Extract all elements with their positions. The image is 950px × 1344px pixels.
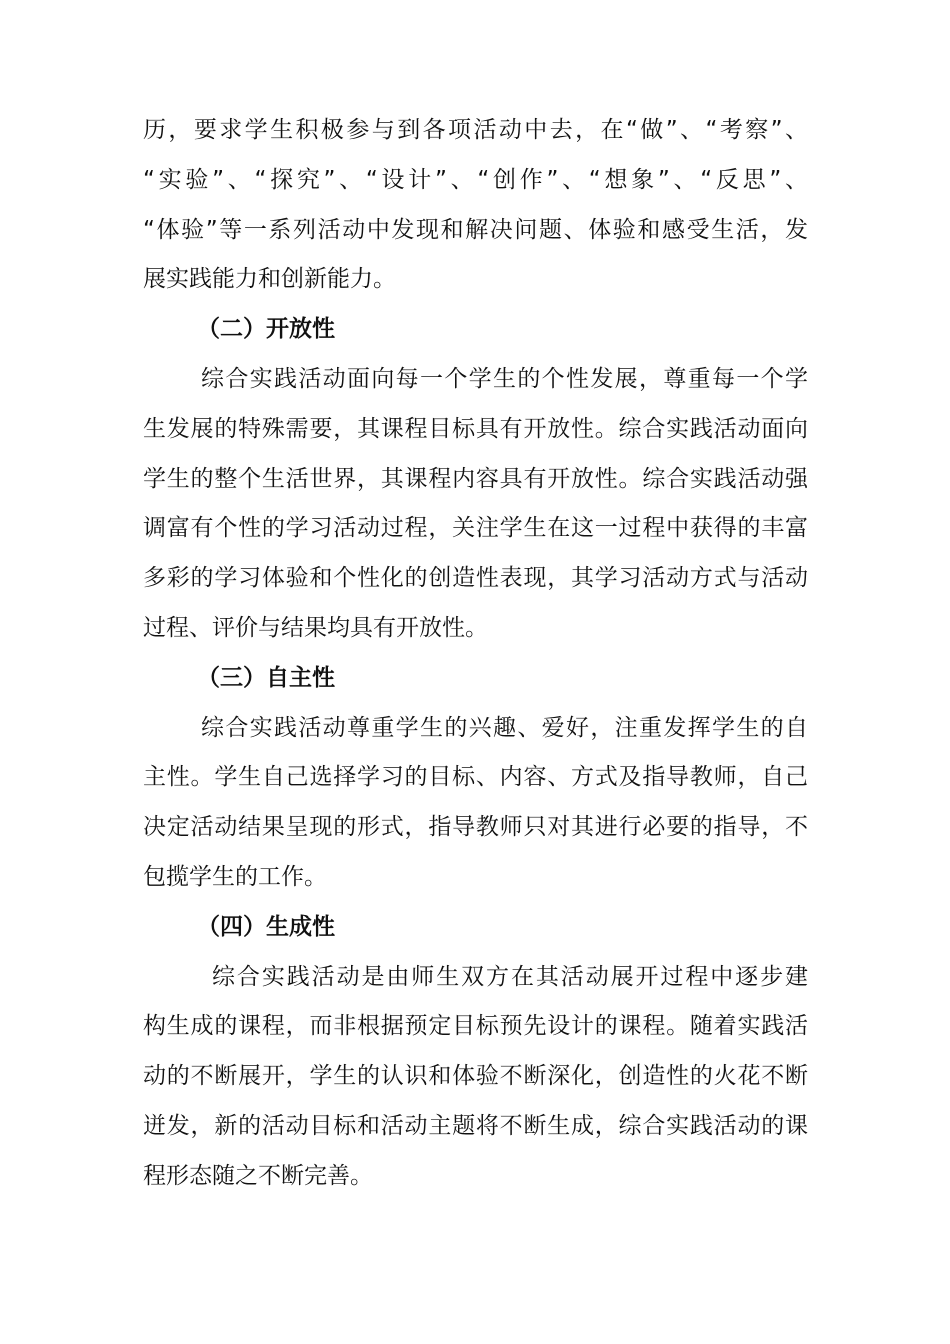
paragraph-generativity — [143, 953, 808, 1202]
text-line: 综合实践活动尊重学生的兴趣、爱好，注重发挥学生的自 — [201, 714, 808, 741]
section-heading-openness: （二）开放性 — [197, 316, 335, 343]
text-line: 迸发，新的活动目标和活动主题将不断生成，综合实践活动的课 — [143, 1112, 808, 1139]
text-line: 动的不断展开，学生的认识和体验不断深化，创造性的火花不断 — [143, 1063, 808, 1090]
text-line: 综合实践活动是由师生双方在其活动展开过程中逐步建 — [212, 963, 808, 990]
text-line: 多彩的学习体验和个性化的创造性表现，其学习活动方式与活动 — [143, 565, 808, 592]
text-line: 决定活动结果呈现的形式，指导教师只对其进行必要的指导，不 — [143, 814, 808, 841]
text-line: 过程、评价与结果均具有开放性。 — [143, 614, 488, 641]
text-line: 生发展的特殊需要，其课程目标具有开放性。综合实践活动面向 — [143, 415, 808, 442]
section-heading-generativity: （四）生成性 — [197, 913, 335, 940]
text-line: 程形态随之不断完善。 — [143, 1162, 373, 1189]
text-line: 综合实践活动面向每一个学生的个性发展，尊重每一个学 — [201, 365, 808, 392]
text-line: “体验”等一系列活动中发现和解决问题、体验和感受生活，发 — [143, 216, 808, 243]
paragraph-autonomy — [143, 704, 808, 903]
text-line: 构生成的课程，而非根据预定目标预先设计的课程。随着实践活 — [143, 1013, 808, 1040]
text-line: 展实践能力和创新能力。 — [143, 266, 396, 293]
text-line: 历，要求学生积极参与到各项活动中去，在“做”、“考察”、 — [143, 117, 808, 143]
section-heading-autonomy: （三）自主性 — [197, 664, 335, 691]
paragraph-intro — [143, 106, 808, 305]
text-line: 学生的整个生活世界，其课程内容具有开放性。综合实践活动强 — [143, 465, 808, 492]
paragraph-openness — [143, 355, 808, 654]
text-line: 包揽学生的工作。 — [143, 863, 327, 890]
text-line: “实验”、“探究”、“设计”、“创作”、“想象”、“反思”、 — [143, 166, 808, 193]
text-line: 主性。学生自己选择学习的目标、内容、方式及指导教师，自己 — [143, 764, 808, 791]
text-line: 调富有个性的学习活动过程，关注学生在这一过程中获得的丰富 — [143, 515, 808, 542]
document-page — [143, 106, 808, 1202]
